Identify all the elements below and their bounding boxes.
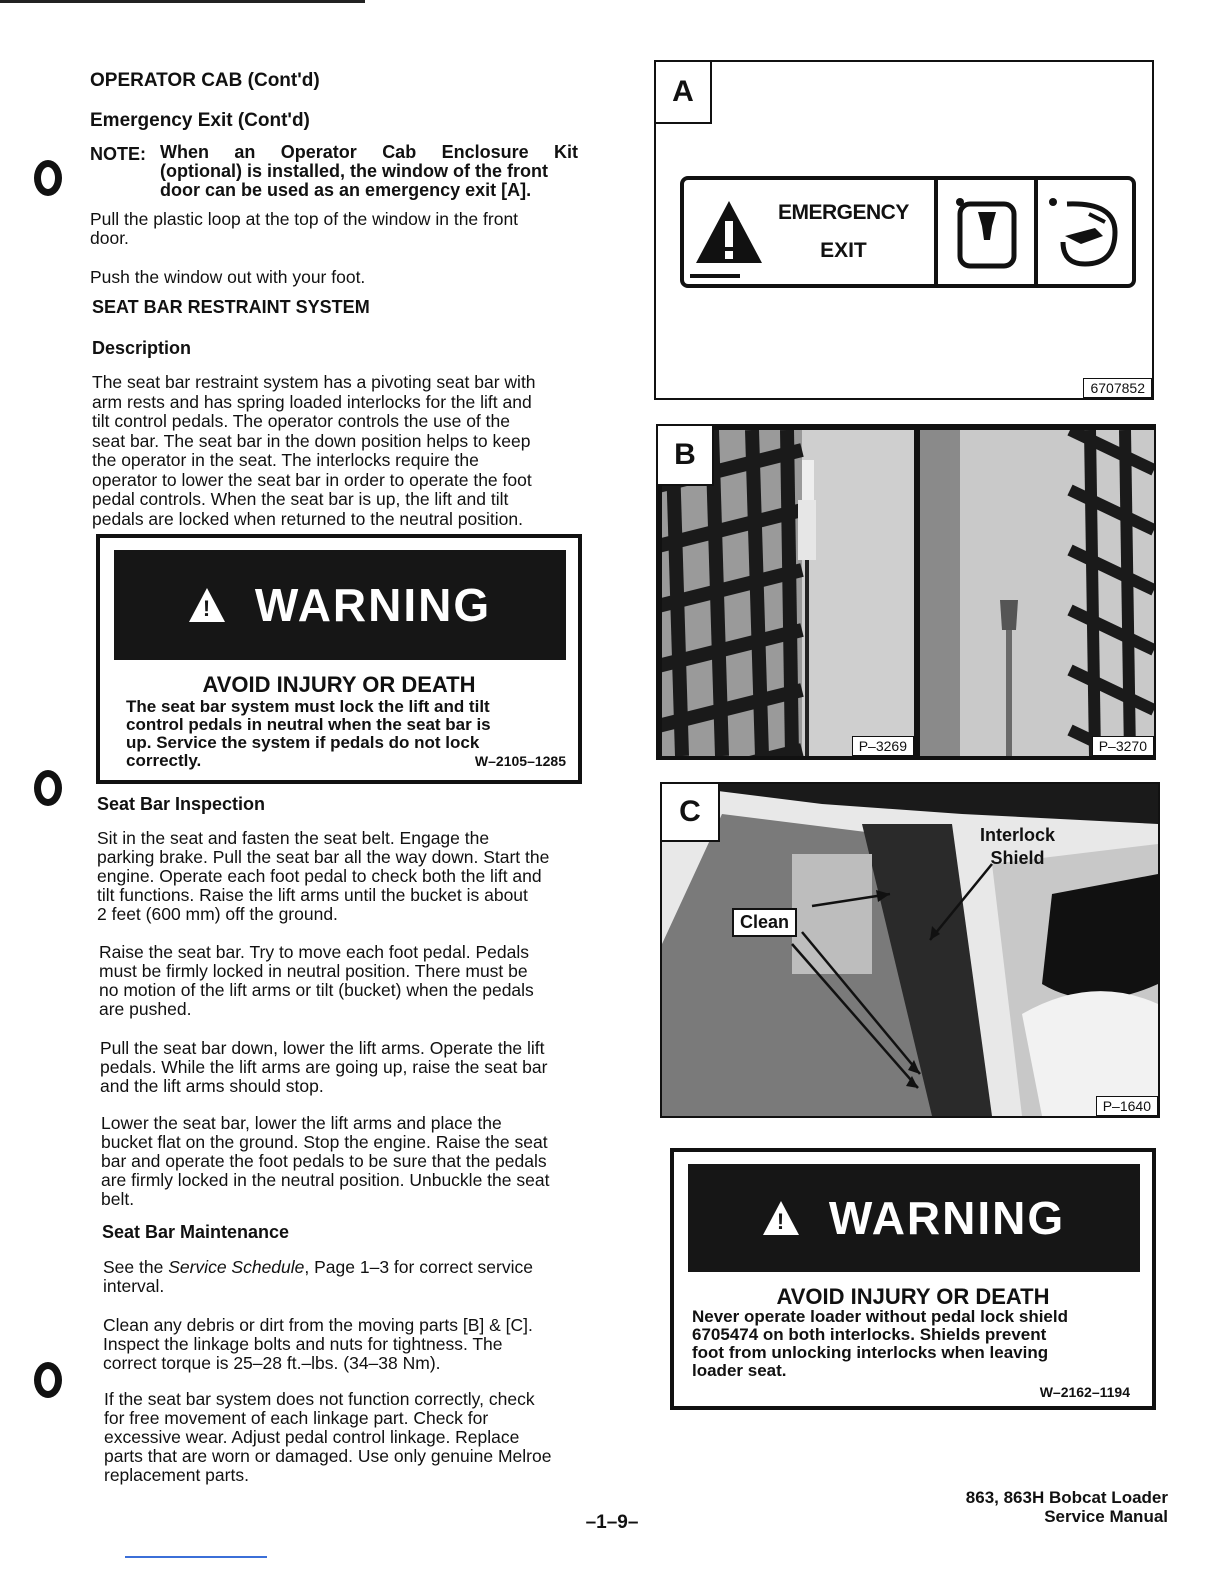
figure-a: [654, 60, 1154, 400]
warning-triangle-icon: [694, 197, 764, 267]
warning-subtitle: AVOID INJURY OR DEATH: [202, 672, 476, 697]
top-rule: [0, 0, 365, 3]
binder-hole: [34, 160, 62, 196]
paragraph: Push the window out with your foot.: [90, 267, 366, 287]
maintenance-title: Seat Bar Maintenance: [102, 1222, 290, 1242]
figure-code: 6707852: [1083, 378, 1152, 398]
maintenance-p1: See the Service Schedule, Page 1–3 for correct service interval.: [103, 1257, 533, 1296]
maintenance-p3: If the seat bar system does not function correctly, check for free movement of each linkage part. Check for excessive wear. Adjust pedal control linkage. Replace parts that are worn or damaged. Use only genuine Melroe replacement parts.: [104, 1389, 552, 1485]
warning-code: W–2162–1194: [1039, 1384, 1130, 1400]
interlock-shield-label: Interlock Shield: [980, 825, 1056, 868]
note-text: When an Operator Cab Enclosure Kit (optional) is installed, the window of the front door can be used as an emergency exit [A].: [160, 142, 578, 200]
warning-code: W–2105–1285: [474, 753, 566, 769]
warning-banner: ! WARNING: [114, 550, 566, 660]
description-text: The seat bar restraint system has a pivoting seat bar with arm rests and has spring loaded interlocks for the lift and tilt control pedals. The operator controls the use of the seat bar. The seat bar in the down position helps to keep the operator in the seat. The interlocks require the operator to lower the seat bar in order to operate the foot pedal controls. When the seat bar is up, the lift and tilt pedals are locked when returned to the neutral position.: [92, 372, 536, 529]
warning-banner: ! WARNING: [688, 1164, 1140, 1272]
handle-icon: [938, 180, 1038, 284]
figure-code: P–1640: [1096, 1096, 1158, 1116]
decal-fine-print: [690, 274, 740, 278]
warning-text: The seat bar system must lock the lift and tilt control pedals in neutral when the seat bar is up. Service the system if pedals do not lock correctly. W–2105–1285: [126, 697, 566, 770]
inspection-p3: Pull the seat bar down, lower the lift arms. Operate the lift pedals. While the lift arms are going up, raise the seat bar and the lift arms should stop.: [100, 1038, 548, 1096]
figure-code: P–3269: [852, 736, 914, 756]
warning-box: [670, 1148, 1156, 1410]
push-window-icon: [1038, 180, 1132, 284]
decal-line1: EMERGENCY: [778, 201, 909, 224]
maintenance-p2: Clean any debris or dirt from the moving parts [B] & [C]. Inspect the linkage bolts and nuts for tightness. The correct torque is 25–28 ft.–lbs. (34–38 Nm).: [103, 1315, 533, 1373]
paragraph: Pull the plastic loop at the top of the window in the front door.: [90, 209, 519, 248]
decal-text-panel: [684, 180, 938, 284]
figure-letter: B: [658, 426, 714, 486]
inspection-p2: Raise the seat bar. Try to move each foot pedal. Pedals must be firmly locked in neutral position. There must be no motion of the lift arms or tilt (bucket) when the pedals are pushed.: [99, 942, 534, 1019]
warning-subtitle: AVOID INJURY OR DEATH: [776, 1284, 1050, 1309]
warning-triangle-icon: [189, 588, 225, 622]
description-title: Description: [92, 338, 192, 358]
bottom-rule: [125, 1556, 267, 1558]
decal-line2: EXIT: [820, 239, 867, 262]
figure-letter: C: [662, 784, 720, 842]
inspection-title: Seat Bar Inspection: [97, 794, 266, 814]
emergency-exit-decal: [680, 176, 1136, 288]
footer-title: 863, 863H Bobcat Loader Service Manual: [965, 1488, 1168, 1526]
photo-interlock-shield: [662, 784, 1158, 1116]
section-title: OPERATOR CAB (Cont'd): [90, 70, 320, 91]
page-number: –1–9–: [585, 1512, 639, 1533]
figure-b: [656, 424, 1156, 760]
inspection-p1: Sit in the seat and fasten the seat belt. Engage the parking brake. Pull the seat bar all the way down. Start the engine. Operate each foot pedal to check both the lift and tilt functions. Raise the lift arms until the bucket is about 2 feet (600 mm) off the ground.: [97, 828, 550, 924]
clean-label: Clean: [732, 908, 797, 937]
figure-c: [660, 782, 1160, 1118]
warning-box: [96, 534, 582, 784]
warning-triangle-icon: [763, 1201, 799, 1235]
binder-hole: [34, 1362, 62, 1398]
figure-code: P–3270: [1092, 736, 1154, 756]
subsection-title: Emergency Exit (Cont'd): [90, 110, 310, 131]
inspection-p4: Lower the seat bar, lower the lift arms and place the bucket flat on the ground. Stop the engine. Raise the seat bar and operate the foot pedals to be sure that the pedals are firmly locked in the neutral position. Unbuckle the seat belt.: [101, 1113, 550, 1209]
binder-hole: [34, 770, 62, 806]
photo-seat-bar-right: [920, 430, 1154, 756]
figure-letter: A: [656, 62, 712, 124]
warning-text: Never operate loader without pedal lock shield 6705474 on both interlocks. Shields prevent foot from unlocking interlocks when leaving loader seat.: [692, 1307, 1068, 1380]
seatbar-title: SEAT BAR RESTRAINT SYSTEM: [92, 297, 370, 317]
note-label: NOTE:: [90, 144, 146, 164]
